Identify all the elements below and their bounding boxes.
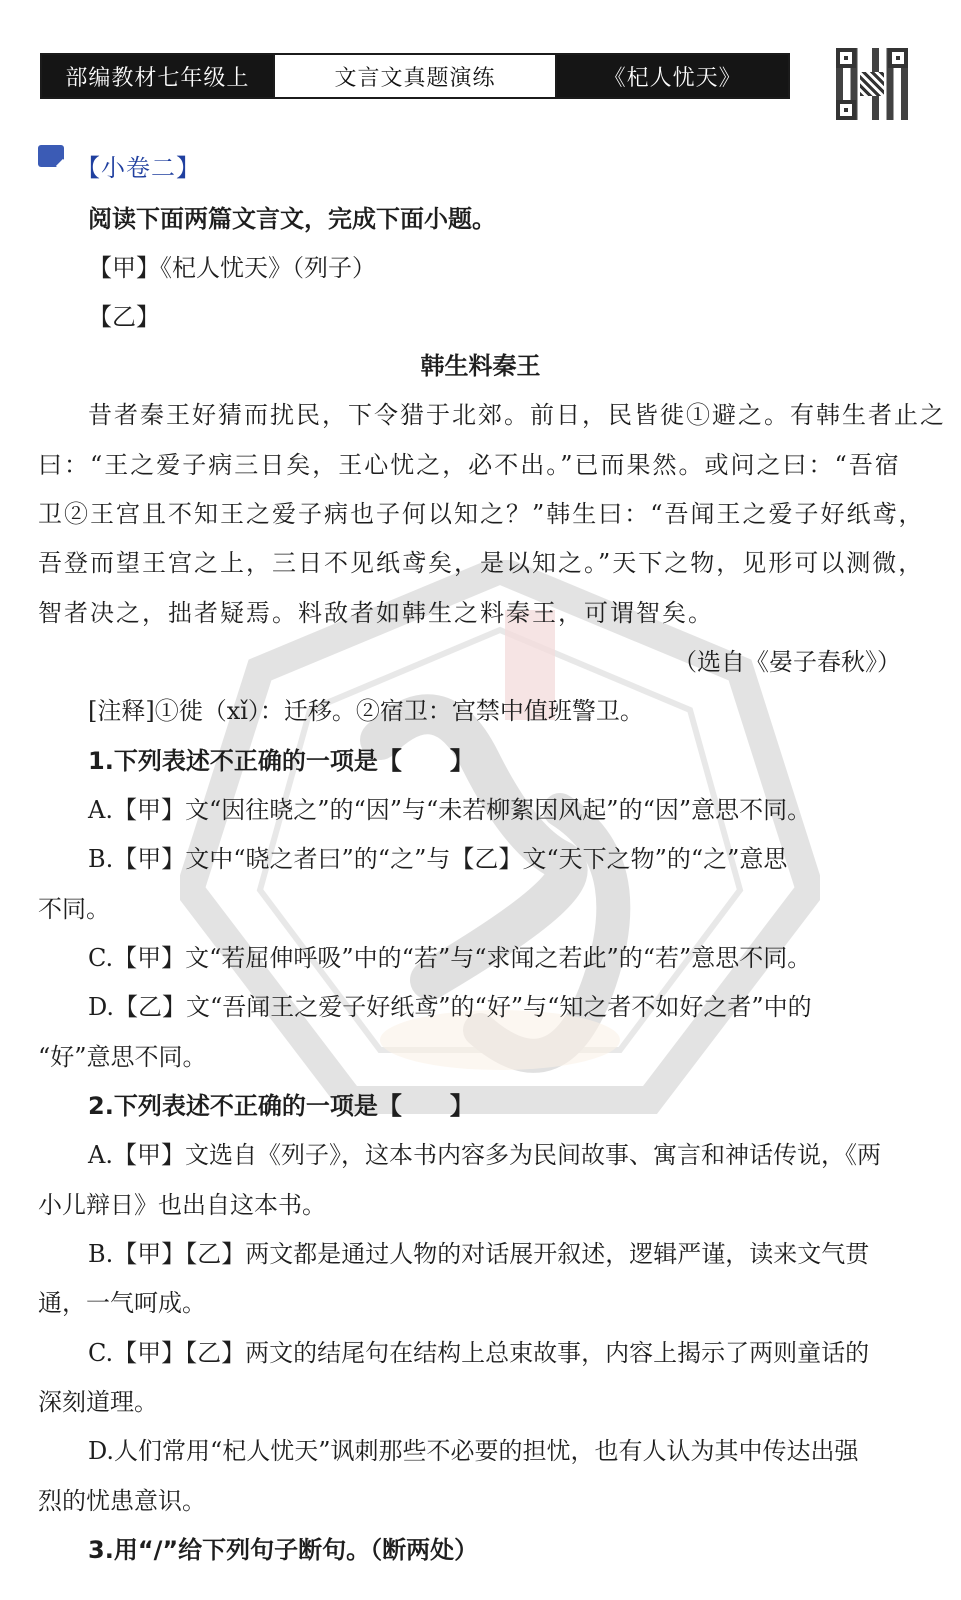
annotation-notes: [注释]①徙（xǐ）：迁移。②宿卫：宫禁中值班警卫。: [88, 697, 644, 725]
question-1-option: A.【甲】文“因往晓之”的“因”与“未若柳絮因风起”的“因”意思不同。: [88, 796, 812, 824]
section-bookmark-icon: [38, 145, 64, 167]
question-2-option-cont: 深刻道理。: [38, 1388, 158, 1416]
passage-title: 韩生料秦王: [420, 352, 541, 380]
question-2-option: C.【甲】【乙】两文的结尾句在结构上总束故事，内容上揭示了两则童话的: [88, 1339, 870, 1367]
header-lesson-title: 《杞人忧天》: [557, 55, 788, 97]
passage-line: 卫②王宫且不知王之爱子病也子何以知之？”韩生曰：“吾闻王之爱子好纸鸢，: [38, 500, 925, 528]
question-2-option: B.【甲】【乙】两文都是通过人物的对话展开叙述，逻辑严谨，读来文气贯: [88, 1240, 870, 1268]
header-grade-label: 部编教材七年级上: [42, 55, 273, 97]
question-1-stem: 1.下列表述不正确的一项是【 】: [88, 747, 474, 775]
passage-line: 昔者秦王好猜而扰民，下令猎于北郊。前日，民皆徙①避之。有韩生者止之: [88, 401, 946, 429]
question-2-option-cont: 通，一气呵成。: [38, 1289, 206, 1317]
passage-line: 智者决之，拙者疑焉。料敌者如韩生之料秦王，可谓智矣。: [38, 599, 714, 627]
question-2-option: A.【甲】文选自《列子》，这本书内容多为民间故事、寓言和神话传说，《两: [88, 1141, 881, 1169]
section-title: 【小卷二】: [76, 154, 201, 182]
source-citation: （选自《晏子春秋》）: [673, 648, 901, 676]
passage-line: 曰：“王之爱子病三日矣，王心忧之，必不出。”已而果然。或问之曰：“吾宿: [38, 451, 901, 479]
question-3-stem: 3.用“/”给下列句子断句。（断两处）: [88, 1536, 479, 1564]
watermark-seal-icon: [180, 560, 820, 1120]
instruction-text: 阅读下面两篇文言文，完成下面小题。: [88, 205, 496, 233]
question-1-option: D.【乙】文“吾闻王之爱子好纸鸢”的“好”与“知之者不如好之者”中的: [88, 993, 812, 1021]
qr-code-icon: [836, 48, 908, 120]
question-2-stem: 2.下列表述不正确的一项是【 】: [88, 1092, 474, 1120]
question-1-option-cont: 不同。: [38, 895, 110, 923]
yi-label: 【乙】: [88, 303, 160, 331]
question-1-option: B.【甲】文中“晓之者曰”的“之”与【乙】文“天下之物”的“之”意思: [88, 845, 788, 873]
question-2-option-cont: 烈的忧患意识。: [38, 1487, 206, 1515]
header-bar: [40, 53, 790, 99]
passage-line: 吾登而望王宫之上，三日不见纸鸢矣，是以知之。”天下之物，见形可以测微，: [38, 549, 925, 577]
question-1-option: C.【甲】文“若屈伸呼吸”中的“若”与“求闻之若此”的“若”意思不同。: [88, 944, 812, 972]
question-2-option-cont: 小儿辩日》也出自这本书。: [38, 1191, 326, 1219]
header-exercise-title: 文言文真题演练: [273, 55, 557, 97]
question-1-option-cont: “好”意思不同。: [38, 1043, 207, 1071]
jia-line: 【甲】《杞人忧天》（列子）: [88, 254, 376, 282]
question-2-option: D.人们常用“杞人忧天”讽刺那些不必要的担忧，也有人认为其中传达出强: [88, 1437, 859, 1465]
